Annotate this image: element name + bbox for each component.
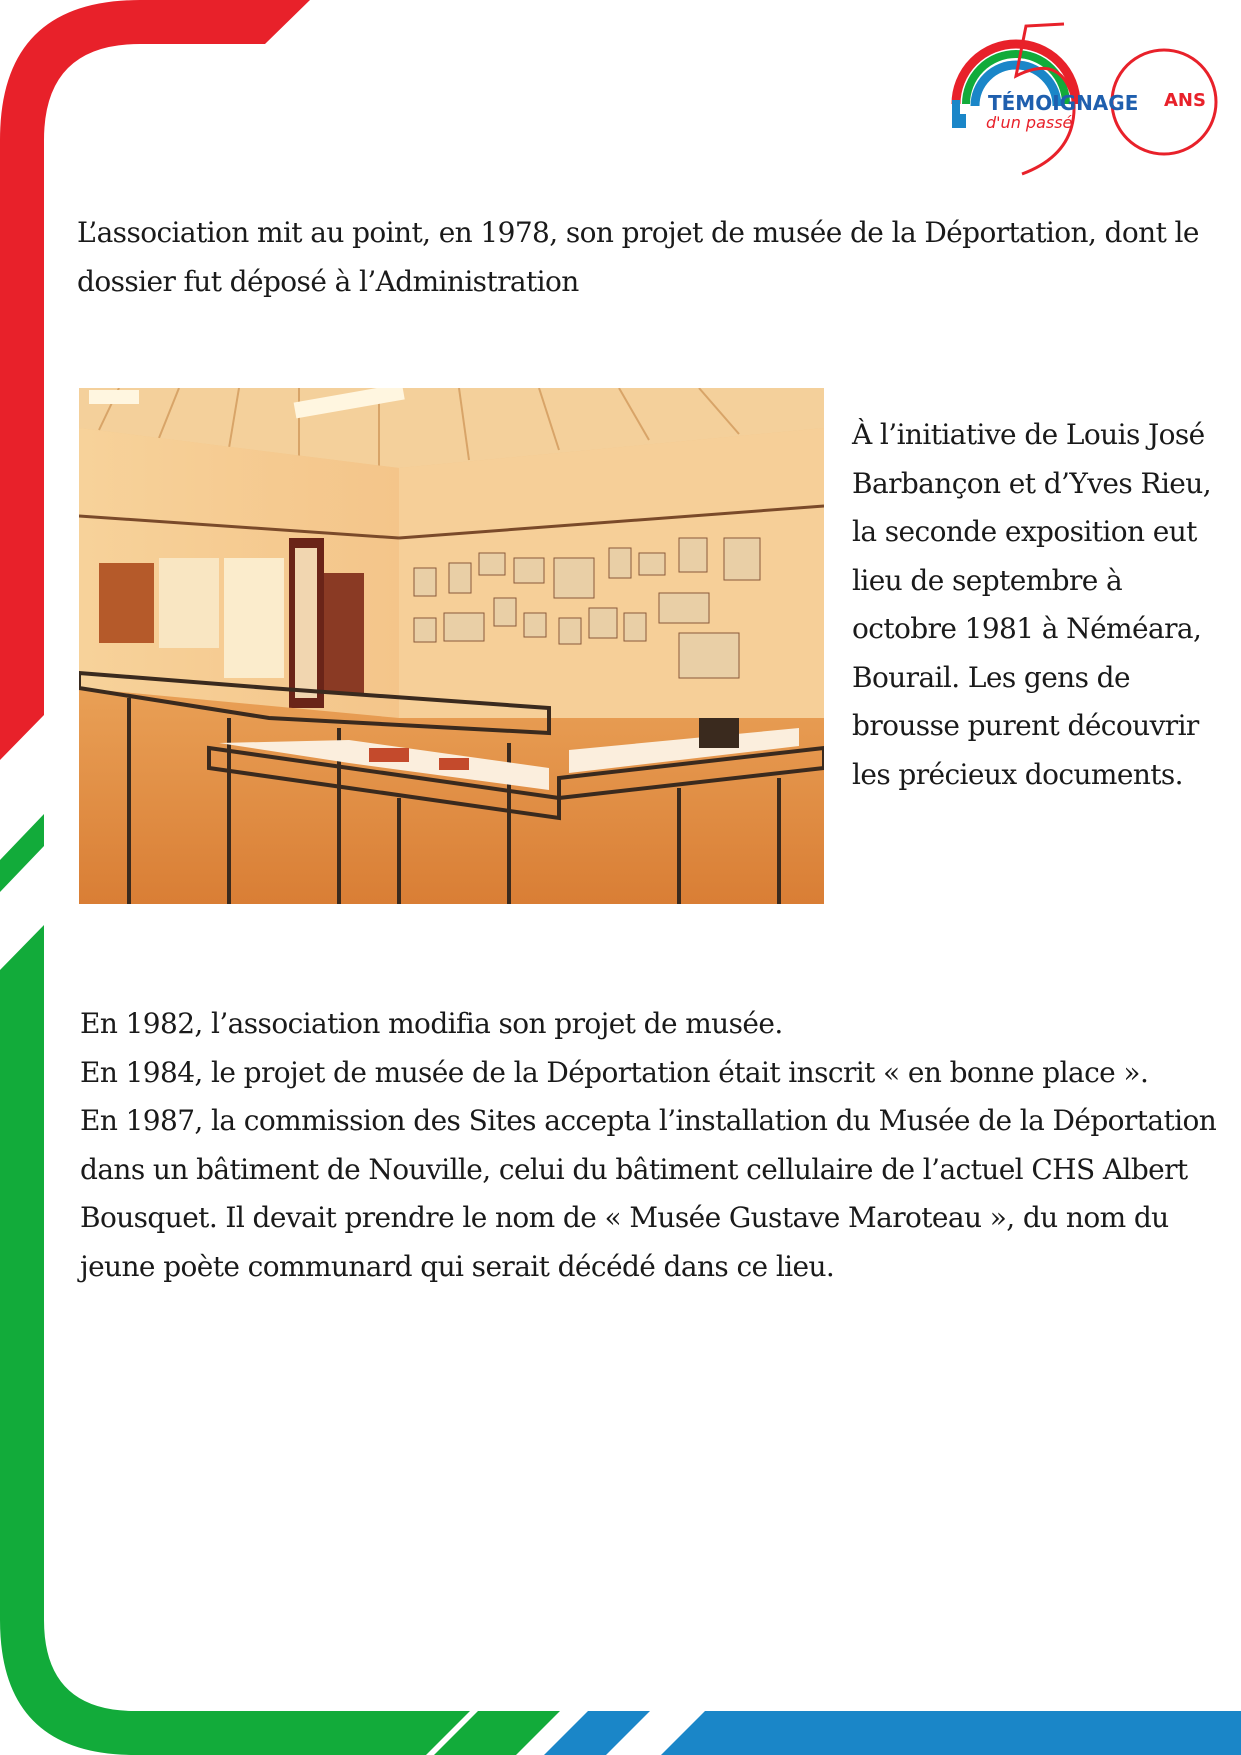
side-paragraph: À l’initiative de Louis José Barbançon et d’Yves Rieu, la seconde exposition eut lieu de septembre à octobre 1981 à Néméara, Bourail. Les gens de brousse purent découvrir les précieux documents.: [852, 418, 1212, 791]
bottom-line-1982: En 1982, l’association modifia son projet de musée.: [80, 1007, 783, 1040]
logo-subtitle: d'un passé: [986, 113, 1073, 132]
green-frame-stripe-upper: [0, 814, 44, 892]
intro-paragraph: L’association mit au point, en 1978, son projet de musée de la Déportation, dont le dossier fut déposé à l’Administration: [77, 216, 1199, 298]
exhibition-room-photo: [79, 388, 824, 904]
bottom-line-1987: En 1987, la commission des Sites accepta l’installation du Musée de la Déportation dans un bâtiment de Nouville, celui du bâtiment cellulaire de l’actuel CHS Albert Bousquet. Il devait prendre le nom de « Musée Gustave Maroteau », du nom du jeune poète communard qui serait décédé dans ce lieu.: [80, 1104, 1217, 1283]
blue-frame-stripe: [661, 1711, 1241, 1755]
bottom-paragraph: [80, 1000, 1230, 1291]
bottom-line-1984: En 1984, le projet de musée de la Déportation était inscrit « en bonne place ».: [80, 1055, 1149, 1089]
logo-title: TÉMOIGNAGE: [988, 91, 1139, 115]
blue-frame-stripe-small: [544, 1711, 650, 1755]
logo-ans: ANS: [1164, 90, 1206, 111]
